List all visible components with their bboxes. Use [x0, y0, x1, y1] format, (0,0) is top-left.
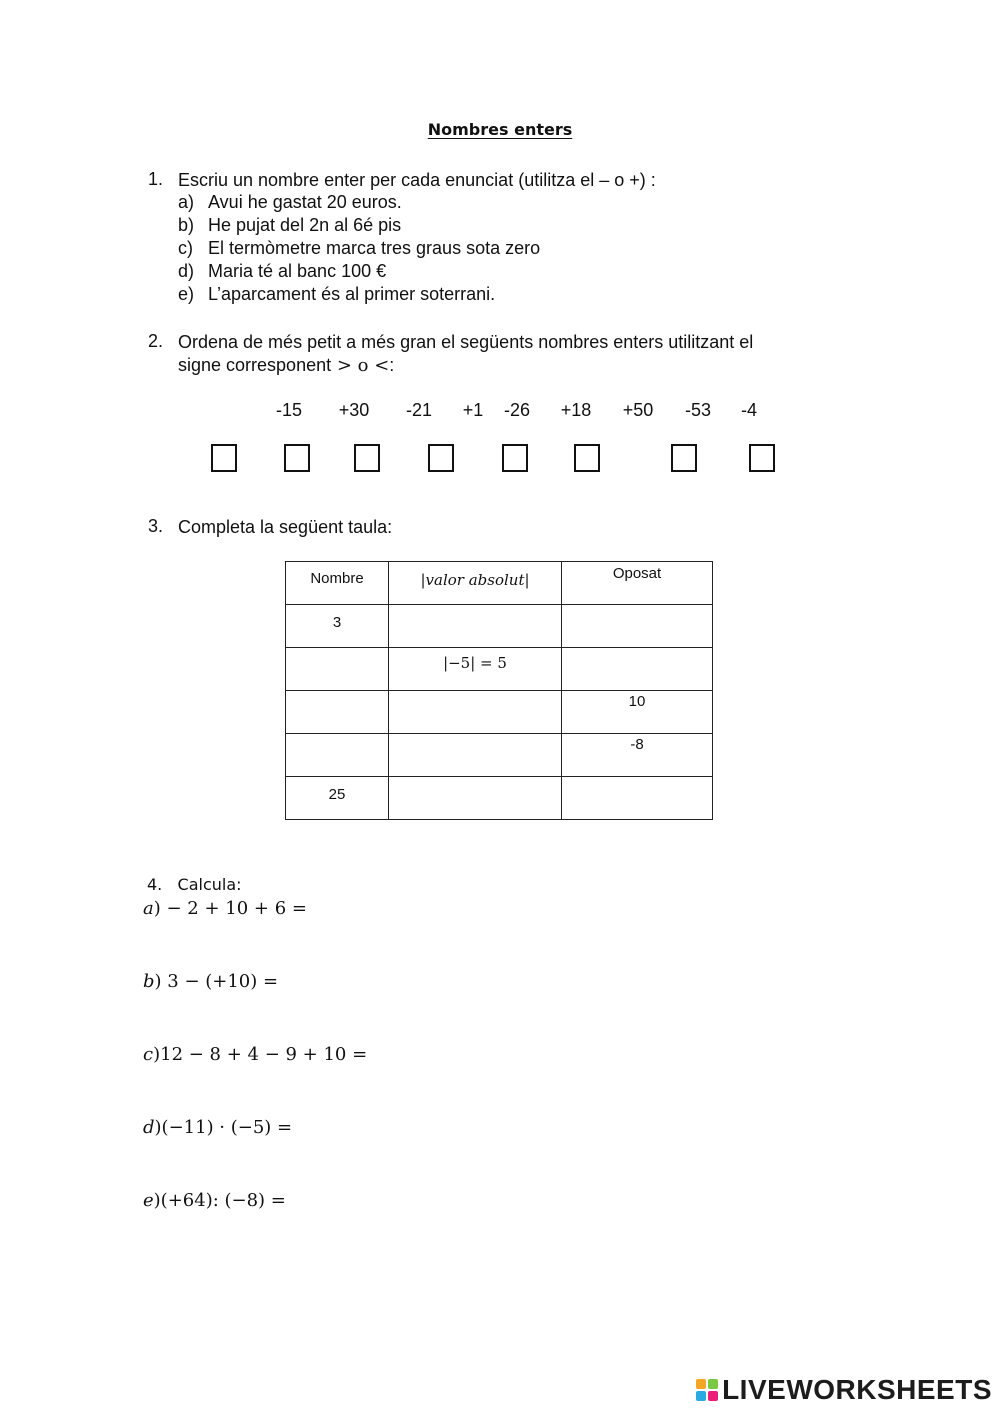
calc-expression: )(−11) · (−5) = — [154, 1117, 293, 1138]
calc-expression: ) − 2 + 10 + 6 = — [153, 898, 307, 919]
table-cell: |−5| = 5 — [389, 648, 562, 691]
item-text: Maria té al banc 100 € — [208, 261, 387, 281]
header-valor-absolut: |valor absolut| — [389, 562, 562, 605]
logo-square — [696, 1379, 706, 1389]
item-text: He pujat del 2n al 6é pis — [208, 215, 402, 235]
question-1-text: Escriu un nombre enter per cada enunciat (utilitza el – o +) : — [178, 170, 656, 190]
answer-box-3[interactable] — [354, 444, 380, 472]
question-1-item-a — [178, 192, 402, 213]
logo-square — [708, 1379, 718, 1389]
item-label: a) — [178, 192, 195, 212]
question-2-line1: Ordena de més petit a més gran el següents nombres enters utilitzant el — [178, 332, 754, 352]
integer-value: -53 — [684, 400, 712, 420]
item-label: d) — [178, 261, 195, 281]
calc-item-a — [143, 898, 307, 919]
question-4-text: Calcula: — [177, 875, 242, 894]
table-row — [286, 734, 713, 777]
answer-box-4[interactable] — [428, 444, 454, 472]
question-1-item-c — [178, 238, 540, 259]
calc-expression: )12 − 8 + 4 − 9 + 10 = — [153, 1044, 368, 1065]
table-cell-input[interactable] — [286, 734, 389, 777]
liveworksheets-logo[interactable] — [696, 1375, 992, 1405]
logo-square — [708, 1391, 718, 1401]
calc-expression: )(+64): (−8) = — [153, 1190, 286, 1211]
calc-label: b — [143, 971, 155, 992]
comparison-signs: > o < — [331, 355, 390, 376]
table-row — [286, 777, 713, 820]
calc-label: e — [143, 1190, 154, 1211]
table-row — [286, 691, 713, 734]
calc-expression: ) 3 − (+10) = — [154, 971, 279, 992]
logo-text: LIVEWORKSHEETS — [722, 1374, 992, 1405]
calc-label: a — [143, 898, 154, 919]
header-nombre: Nombre — [286, 562, 389, 605]
integer-value: +50 — [622, 400, 654, 420]
table-cell: 3 — [286, 605, 389, 648]
table-cell-input[interactable] — [389, 691, 562, 734]
integer-value: -15 — [275, 400, 303, 420]
answer-box-5[interactable] — [502, 444, 528, 472]
question-2-line2 — [178, 354, 394, 377]
calc-item-e — [143, 1190, 286, 1211]
item-label: c) — [178, 238, 193, 258]
question-1-item-e — [178, 284, 495, 305]
answer-box-8[interactable] — [749, 444, 775, 472]
integers-table — [285, 561, 713, 820]
integer-value: +18 — [560, 400, 592, 420]
table-cell-input[interactable] — [286, 648, 389, 691]
item-text: L’aparcament és al primer soterrani. — [208, 284, 496, 304]
table-cell-input[interactable] — [389, 605, 562, 648]
table-cell-input[interactable] — [562, 605, 713, 648]
table-header-row — [286, 562, 713, 605]
logo-mark-icon — [696, 1379, 718, 1401]
item-text: Avui he gastat 20 euros. — [208, 192, 402, 212]
table-row — [286, 648, 713, 691]
line2-colon: : — [389, 355, 395, 375]
integer-value: -26 — [503, 400, 531, 420]
page-title: Nombres enters — [427, 120, 573, 139]
item-text: El termòmetre marca tres graus sota zero — [208, 238, 541, 258]
table-cell-input[interactable] — [389, 777, 562, 820]
table-cell-input[interactable] — [562, 777, 713, 820]
table-cell-input[interactable] — [286, 691, 389, 734]
question-1-item-b — [178, 215, 401, 236]
header-oposat: Oposat — [562, 562, 713, 605]
line2-text: signe corresponent — [178, 355, 332, 375]
calc-item-d — [143, 1117, 292, 1138]
integer-value: +1 — [462, 400, 484, 420]
answer-box-2[interactable] — [284, 444, 310, 472]
question-1-number: 1. — [148, 169, 164, 189]
table-row — [286, 605, 713, 648]
calc-item-b — [143, 971, 278, 992]
logo-square — [696, 1391, 706, 1401]
question-4-heading — [147, 875, 242, 894]
item-label: b) — [178, 215, 195, 235]
calc-item-c — [143, 1044, 367, 1065]
answer-box-6[interactable] — [574, 444, 600, 472]
table-cell-input[interactable] — [562, 648, 713, 691]
integer-value: -21 — [405, 400, 433, 420]
question-1-item-d — [178, 261, 386, 282]
calc-label: c — [143, 1044, 154, 1065]
table-cell: 25 — [286, 777, 389, 820]
table-cell: -8 — [562, 734, 713, 777]
question-4-number: 4. — [147, 875, 163, 894]
question-3-number: 3. — [148, 516, 164, 536]
answer-box-1[interactable] — [211, 444, 237, 472]
integer-value: -4 — [740, 400, 758, 420]
table-cell: 10 — [562, 691, 713, 734]
question-2-number: 2. — [148, 331, 164, 351]
answer-box-7[interactable] — [671, 444, 697, 472]
table-cell-input[interactable] — [389, 734, 562, 777]
item-label: e) — [178, 284, 195, 304]
question-3-text: Completa la següent taula: — [178, 517, 393, 537]
calc-label: d — [143, 1117, 155, 1138]
integer-value: +30 — [338, 400, 370, 420]
